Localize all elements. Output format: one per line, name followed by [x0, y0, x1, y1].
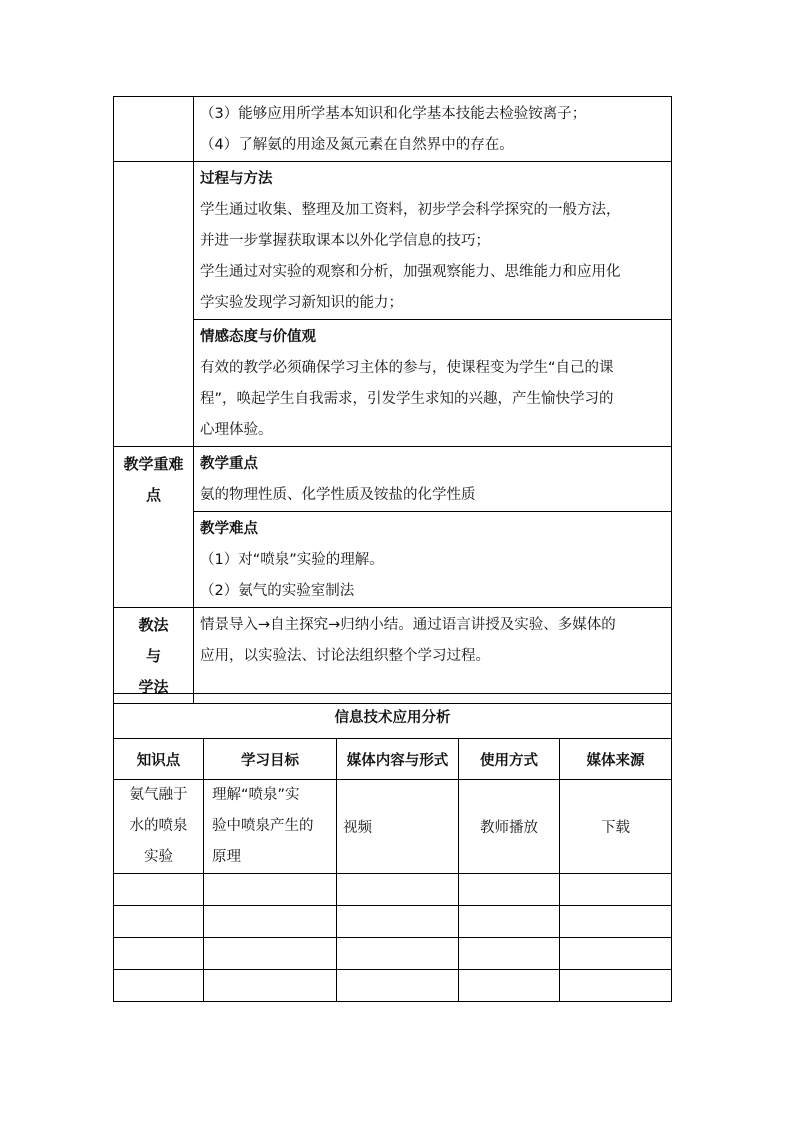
key-points-side-cell	[114, 447, 194, 608]
cell-knowledge	[114, 780, 204, 874]
empty-cell	[560, 874, 672, 906]
objectives-cont-cell	[194, 97, 672, 162]
header-usage: 使用方式	[459, 739, 560, 780]
process-cell	[194, 162, 672, 320]
goal-line-3: 原理	[212, 849, 241, 865]
goal-line-2: 验中喷泉产生的	[212, 818, 314, 834]
emotion-line-2: 程”，唤起学生自我需求，引发学生求知的兴趣，产生愉快学习的	[200, 391, 614, 407]
goal-line-1: 理解“喷泉”实	[212, 787, 300, 803]
objective-line-4: （4）了解氨的用途及氮元素在自然界中的存在。	[200, 137, 514, 153]
key-difficulty-line-2: （2）氨气的实验室制法	[200, 583, 355, 599]
methods-side-line-1: 教法	[138, 616, 169, 634]
emotion-side-cell	[114, 320, 194, 447]
cell-source: 下载	[560, 780, 672, 874]
knowledge-line-2: 水的喷泉	[129, 818, 188, 834]
objective-line-3: （3）能够应用所学基本知识和化学基本技能去检验铵离子；	[200, 106, 587, 122]
empty-cell	[459, 906, 560, 938]
empty-cell	[204, 938, 337, 970]
empty-cell	[204, 906, 337, 938]
emotion-cell	[194, 320, 672, 447]
key-difficulty-cell	[194, 512, 672, 608]
emotion-heading: 情感态度与价值观	[200, 329, 316, 345]
empty-cell	[560, 906, 672, 938]
process-line-4: 学实验发现学习新知识的能力；	[200, 295, 403, 311]
cell-usage: 教师播放	[459, 780, 560, 874]
empty-cell	[459, 938, 560, 970]
process-line-2: 并进一步掌握获取课本以外化学信息的技巧；	[200, 233, 490, 249]
cell-goal	[204, 780, 337, 874]
empty-cell	[560, 970, 672, 1002]
empty-cell	[560, 938, 672, 970]
key-focus-row	[114, 447, 672, 512]
info-tech-table	[113, 693, 672, 1002]
process-heading: 过程与方法	[200, 171, 273, 187]
methods-line-2: 应用，以实验法、讨论法组织整个学习过程。	[200, 648, 490, 664]
key-difficulty-line-1: （1）对“喷泉”实验的理解。	[200, 552, 384, 568]
empty-cell	[459, 970, 560, 1002]
header-goal: 学习目标	[204, 739, 337, 780]
info-table-title: 信息技术应用分析	[114, 694, 672, 739]
empty-cell	[114, 938, 204, 970]
process-side-cell	[114, 162, 194, 320]
cell-media: 视频	[337, 780, 459, 874]
knowledge-line-1: 氨气融于	[129, 787, 188, 803]
lesson-plan-table	[113, 96, 672, 704]
empty-cell	[459, 874, 560, 906]
header-knowledge: 知识点	[114, 739, 204, 780]
key-focus-cell	[194, 447, 672, 512]
objectives-row	[114, 97, 672, 162]
objectives-side-cell	[114, 97, 194, 162]
methods-side-cell	[114, 608, 194, 704]
process-line-3: 学生通过对实验的观察和分析，加强观察能力、思维能力和应用化	[200, 264, 621, 280]
table-row-empty	[114, 874, 672, 906]
key-points-side-line-2: 点	[145, 486, 161, 504]
table-row-empty	[114, 938, 672, 970]
emotion-line-3: 心理体验。	[200, 422, 273, 438]
empty-cell	[337, 874, 459, 906]
empty-cell	[337, 970, 459, 1002]
table-row-empty	[114, 970, 672, 1002]
empty-cell	[114, 970, 204, 1002]
empty-cell	[204, 970, 337, 1002]
emotion-row	[114, 320, 672, 447]
empty-cell	[337, 938, 459, 970]
emotion-line-1: 有效的教学必须确保学习主体的参与，使课程变为学生“自己的课	[200, 360, 614, 376]
key-focus-heading: 教学重点	[200, 456, 258, 472]
table-row	[114, 780, 672, 874]
key-difficulty-row	[114, 512, 672, 608]
methods-side-line-2: 与	[145, 647, 161, 665]
empty-cell	[114, 906, 204, 938]
methods-line-1: 情景导入→自主探究→归纳小结。通过语言讲授及实验、多媒体的	[200, 617, 616, 633]
methods-side-line-3: 学法	[138, 678, 169, 696]
table-row-empty	[114, 906, 672, 938]
empty-cell	[114, 874, 204, 906]
header-media-content: 媒体内容与形式	[337, 739, 459, 780]
process-line-1: 学生通过收集、整理及加工资料，初步学会科学探究的一般方法，	[200, 202, 621, 218]
key-difficulty-heading: 教学难点	[200, 521, 258, 537]
process-row	[114, 162, 672, 320]
info-header-row	[114, 739, 672, 780]
knowledge-line-3: 实验	[144, 849, 173, 865]
key-points-side-line-1: 教学重难	[123, 455, 184, 473]
methods-row	[114, 608, 672, 704]
empty-cell	[204, 874, 337, 906]
key-focus-text: 氨的物理性质、化学性质及铵盐的化学性质	[200, 487, 476, 503]
methods-cell	[194, 608, 672, 704]
header-source: 媒体来源	[560, 739, 672, 780]
info-title-row	[114, 694, 672, 739]
empty-cell	[337, 906, 459, 938]
